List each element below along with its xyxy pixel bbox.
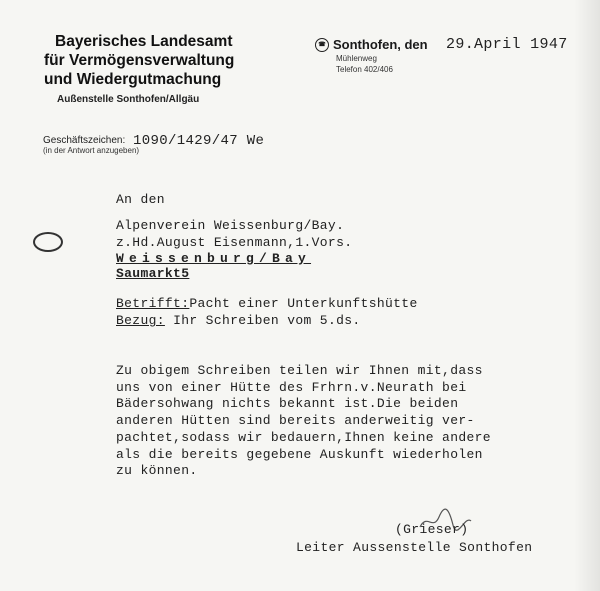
- betrifft-label: Betrifft:: [116, 296, 190, 311]
- recipient-line-4: Saumarkt5: [116, 266, 190, 281]
- body-line-6: als die bereits gegebene Auskunft wiederholen: [116, 447, 483, 462]
- body-line-3: Bädersohwang nichts bekannt ist.Die beiden: [116, 396, 459, 411]
- recipient-intro: An den: [116, 192, 165, 207]
- phone: Telefon 402/406: [336, 65, 393, 74]
- reference-value: 1090/1429/47 We: [133, 133, 265, 149]
- letterhead-branch: Außenstelle Sonthofen/Allgäu: [57, 94, 200, 105]
- letterhead-line-1: Bayerisches Landesamt: [55, 33, 233, 50]
- letterhead-line-3: und Wiedergutmachung: [44, 71, 222, 88]
- reference-note: (in der Antwort anzugeben): [43, 146, 140, 155]
- signature-title: Leiter Aussenstelle Sonthofen: [296, 540, 533, 555]
- street: Mühlenweg: [336, 54, 377, 63]
- body-line-5: pachtet,sodass wir bedauern,Ihnen keine andere: [116, 430, 491, 445]
- subject-betrifft: [116, 296, 418, 311]
- bezug-label: Bezug:: [116, 313, 165, 328]
- recipient-line-3: Weissenburg/Bay: [116, 251, 312, 266]
- body-line-2: uns von einer Hütte des Frhrn.v.Neurath bei: [116, 380, 467, 395]
- letterhead-line-2: für Vermögensverwaltung: [44, 52, 235, 69]
- postal-stamp-icon: ☎: [315, 38, 329, 52]
- letter-date: 29.April 1947: [446, 36, 568, 53]
- signature-name: (Grieser): [395, 522, 469, 537]
- punch-hole-mark: [33, 232, 63, 252]
- page-edge-shadow: [574, 0, 600, 591]
- body-line-4: anderen Hütten sind bereits anderweitig ver-: [116, 413, 475, 428]
- reference-label: Geschäftszeichen:: [43, 135, 126, 146]
- body-line-1: Zu obigem Schreiben teilen wir Ihnen mit,dass: [116, 363, 483, 378]
- recipient-line-2: z.Hd.August Eisenmann,1.Vors.: [116, 235, 353, 250]
- betrifft-text: Pacht einer Unterkunftshütte: [189, 296, 418, 311]
- city-prefix: Sonthofen, den: [333, 37, 428, 52]
- bezug-text: Ihr Schreiben vom 5.ds.: [164, 313, 361, 328]
- recipient-line-1: Alpenverein Weissenburg/Bay.: [116, 218, 345, 233]
- body-line-7: zu können.: [116, 463, 198, 478]
- subject-bezug: [116, 313, 361, 328]
